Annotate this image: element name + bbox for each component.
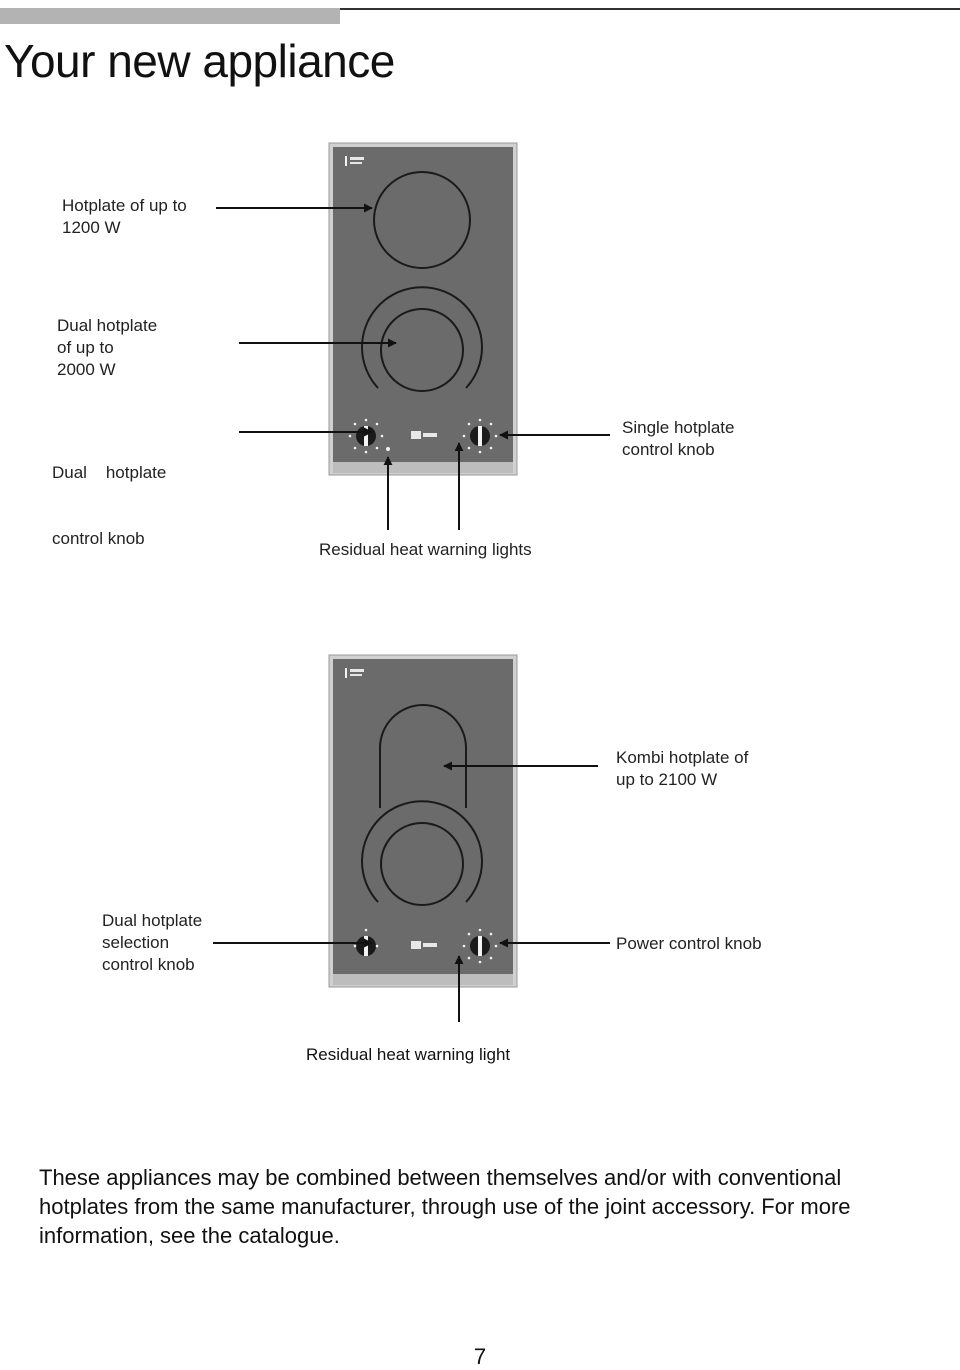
label-dual-selection-knob: Dual hotplate selection control knob [102, 911, 203, 974]
cooktop-two [213, 655, 610, 1022]
dual-control-knob-one [349, 419, 384, 454]
residual-heat-light-b [457, 447, 461, 451]
label-residual-heat-lights: Residual heat warning lights [319, 540, 532, 559]
brand-badge-two [345, 668, 364, 678]
header-bar [0, 8, 340, 24]
page-number: 7 [473, 1344, 487, 1369]
label-residual-heat-light: Residual heat warning light [306, 1045, 511, 1064]
label-power-control-knob: Power control knob [616, 934, 762, 953]
label-dual-hotplate-2000w: Dual hotplate of up to 2000 W [57, 316, 158, 379]
hotplate-1200w [374, 172, 470, 268]
cooktop-two-panel [333, 659, 513, 974]
label-dual-control-knob: Dual hotplate control knob [52, 463, 167, 548]
cooktop-one-knob-strip [333, 462, 513, 473]
cooktop-one [216, 143, 610, 530]
page-title: Your new appliance [4, 35, 395, 87]
power-control-knob [463, 929, 498, 964]
callout-arrows-two [213, 766, 610, 1022]
cooktop-two-knob-strip [333, 974, 513, 985]
neff-logo-one [411, 431, 437, 439]
header-rule [340, 8, 960, 10]
cooktop-two-frame [329, 655, 517, 987]
neff-logo-two [411, 941, 437, 949]
dual-hotplate-lower [362, 801, 482, 905]
callout-arrows-one [216, 208, 610, 530]
dual-selection-knob [354, 929, 379, 956]
cooktop-one-panel [333, 147, 513, 462]
single-control-knob [463, 419, 498, 454]
label-single-control-knob: Single hotplate control knob [622, 418, 735, 459]
label-kombi-hotplate: Kombi hotplate of up to 2100 W [616, 748, 749, 789]
brand-badge-one [345, 156, 364, 166]
label-hotplate-1200w: Hotplate of up to 1200 W [62, 196, 187, 237]
body-paragraph: These appliances may be combined between themselves and/or with conventional hotplates from the same manufacturer, through use of the joint accessory. For more information, see the catalogue. [39, 1165, 851, 1248]
kombi-hotplate-2100w [380, 705, 466, 808]
residual-heat-light-a [386, 447, 390, 451]
cooktop-one-frame [329, 143, 517, 475]
dual-hotplate-2000w [362, 287, 482, 391]
residual-heat-light-c [457, 960, 461, 964]
